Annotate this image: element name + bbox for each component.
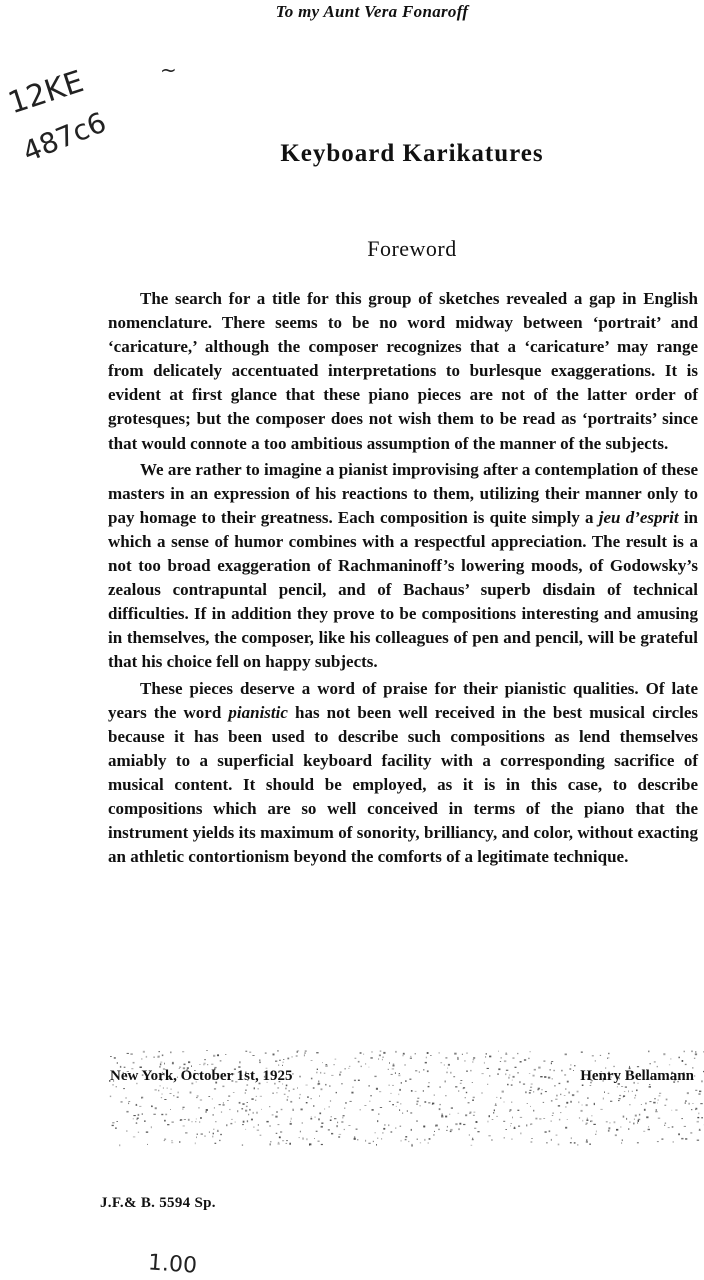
foreword-paragraph bbox=[108, 287, 698, 456]
handwritten-call-number-line2: 487c6 bbox=[18, 105, 111, 169]
signature-name: Henry Bellamann bbox=[580, 1068, 694, 1084]
paragraph-text: The search for a title for this group of sketches revealed a gap in English nomenclature. There seems to be no word midway between ‘portrait’ and ‘caricature,’ although the composer recognizes that a ‘caricature’ may range from delicately accentuated interpretations to burlesque exaggerations. It is evident at first glance that these piano pieces are not of the latter order of grotesques; but the composer does not wish them to be read as ‘portraits’ since that would connote a too ambitious assumption of the manner of the subjects. bbox=[108, 289, 698, 453]
signature-place-date: New York, October 1st, 1925 bbox=[110, 1068, 293, 1084]
handwritten-call-number-line1: 12KE bbox=[4, 64, 88, 122]
foreword-paragraph bbox=[108, 458, 698, 675]
dedication: To my Aunt Vera Fonaroff bbox=[275, 2, 469, 21]
paragraph-text: We are rather to imagine a pianist improvising after a contemplation of these masters in an expression of his reactions to them, utilizing their manner only to pay homage to their greatness. Each composition is quite simply a bbox=[108, 459, 698, 527]
foreword-paragraph bbox=[108, 677, 698, 870]
catalog-number: J.F.& B. 5594 Sp. bbox=[100, 1195, 216, 1211]
foreword-body bbox=[108, 287, 698, 869]
italic-term: pianistic bbox=[228, 702, 288, 722]
page-title: Keyboard Karikatures bbox=[280, 140, 544, 167]
section-heading: Foreword bbox=[367, 236, 457, 261]
paragraph-text: in which a sense of humor combines with a respectful appreciation. The result is a not too broad exaggeration of Rachmaninoff’s lowering moods, of Godowsky’s zealous contrapuntal pencil, and of Bachaus’ superb disdain of technical difficulties. If in addition they prove to be compositions interesting and amusing in themselves, the composer, like his colleagues of pen and pencil, will be grateful that his choice fell on happy subjects. bbox=[108, 507, 698, 672]
handwritten-mark: ~ bbox=[160, 58, 177, 82]
handwritten-price: 1.00 bbox=[147, 1250, 198, 1279]
italic-term: jeu d’esprit bbox=[598, 507, 679, 527]
paragraph-text: These pieces deserve a word of praise for their pianistic qualities. Of late years the word bbox=[108, 678, 698, 722]
paragraph-text: has not been well received in the best musical circles because it has been used to describe such compositions as lend themselves amiably to a superficial keyboard facility with a corresponding sacrifice of musical content. It should be employed, as it is in this case, to describe compositions which are so well conceived in terms of the piano that the instrument yields its maximum of sonority, brilliancy, and color, without exacting an athletic contortionism beyond the comforts of a legitimate technique. bbox=[108, 702, 699, 867]
print-speckle-texture bbox=[108, 1030, 704, 1150]
